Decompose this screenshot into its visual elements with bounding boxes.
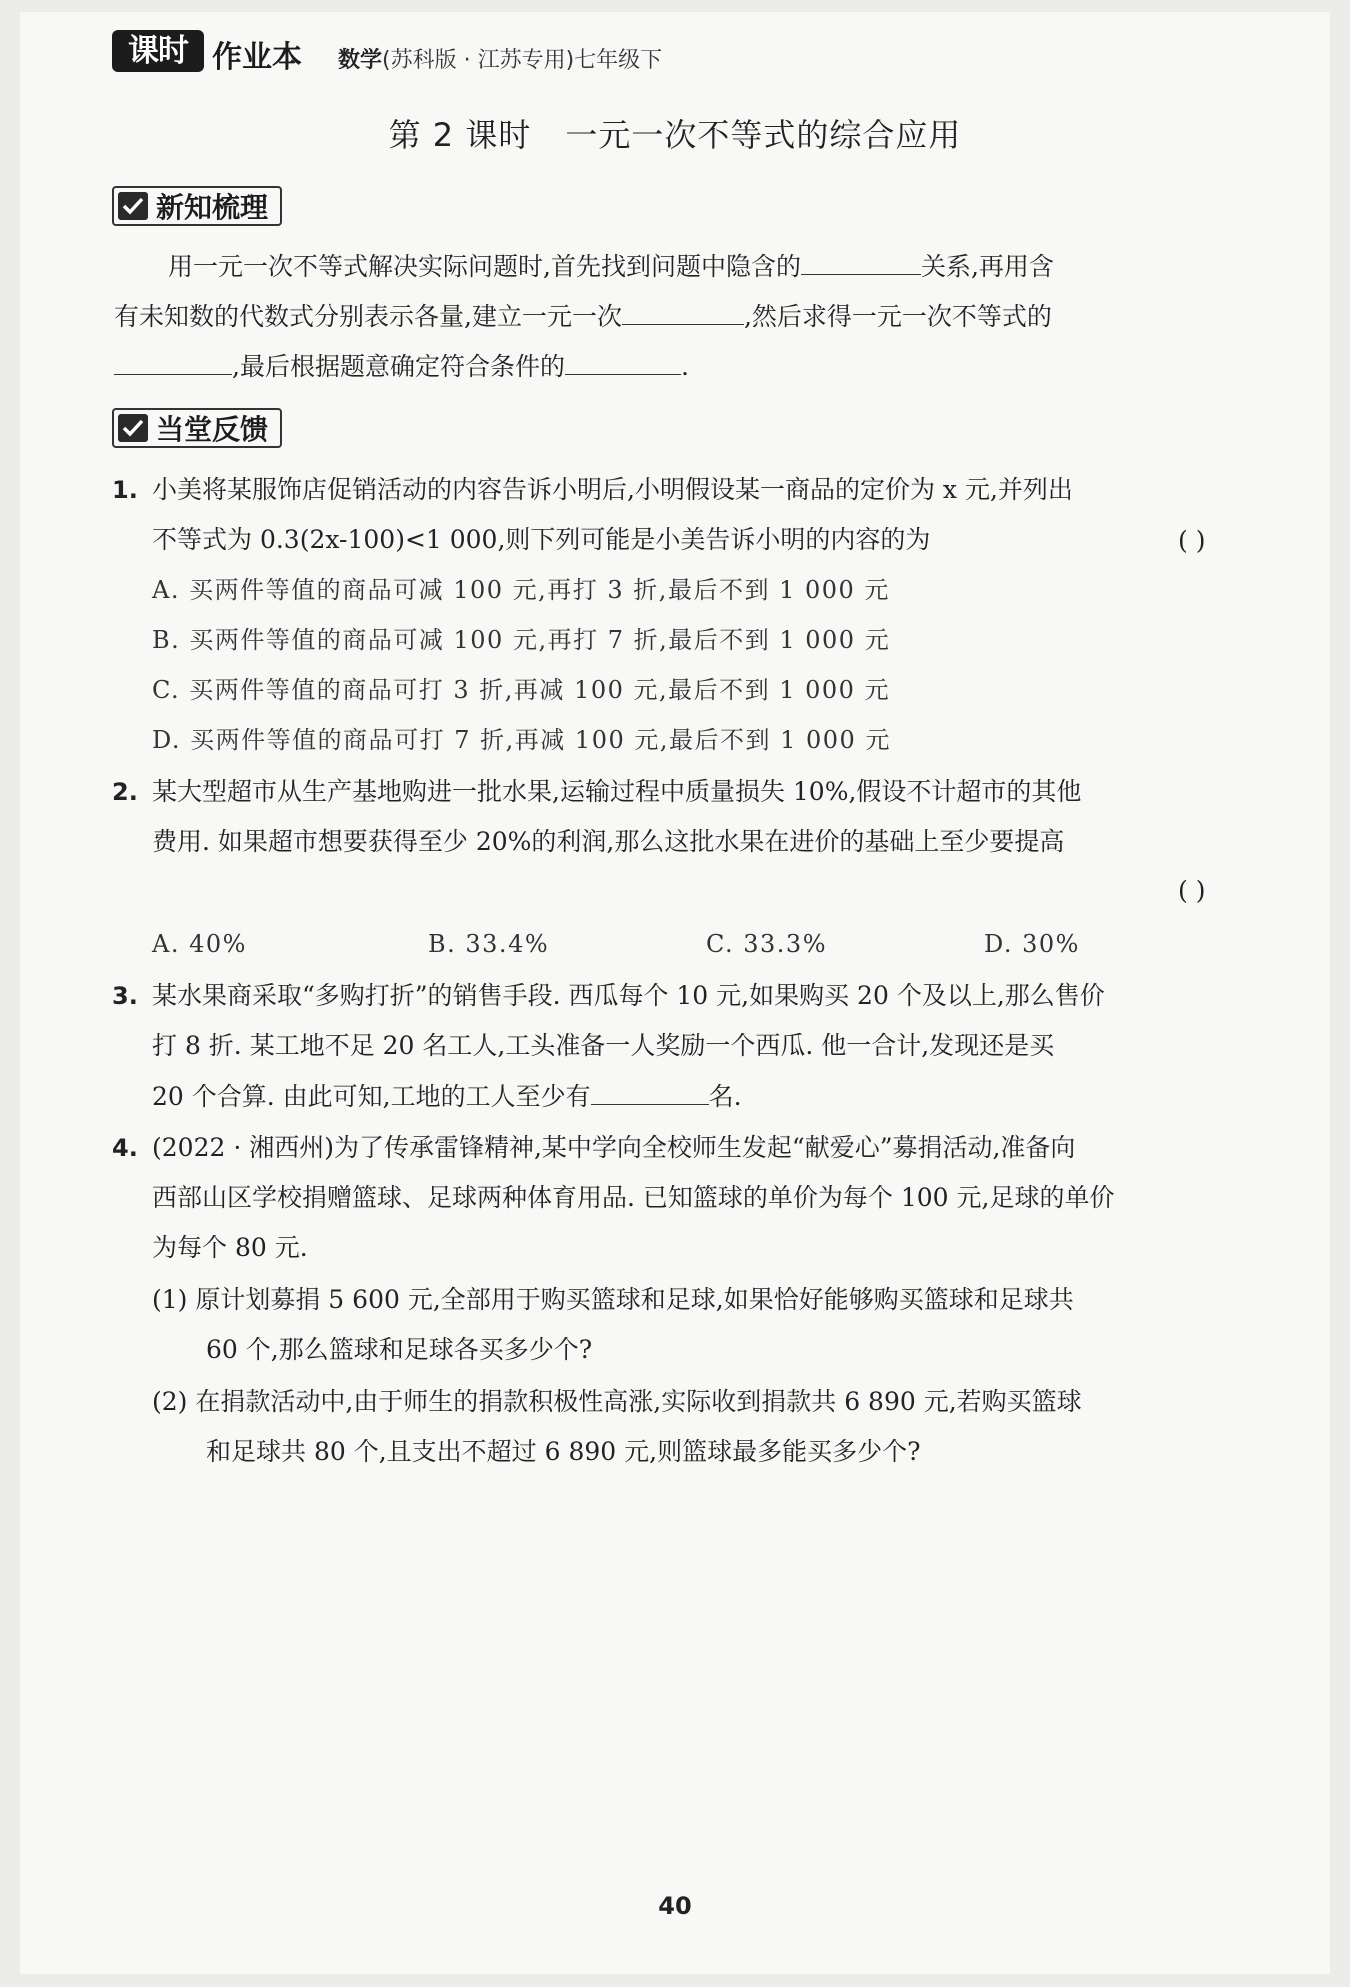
brand-logo: 课时	[112, 30, 204, 72]
question-number: 4.	[112, 1134, 138, 1162]
option-b[interactable]: B. 33.4%	[428, 930, 550, 958]
q2-line-1: 某大型超市从生产基地购进一批水果,运输过程中质量损失 10%,假设不计超市的其他	[152, 777, 1082, 806]
fill-blank[interactable]	[591, 1078, 709, 1105]
q3-line-3	[152, 1078, 742, 1115]
summary-line-1	[168, 248, 1054, 285]
q4-sub2-line-1: (2) 在捐款活动中,由于师生的捐款积极性高涨,实际收到捐款共 6 890 元,若购买篮球	[152, 1387, 1082, 1416]
answer-parentheses[interactable]: ( )	[1178, 876, 1206, 905]
text: ,然后求得一元一次不等式的	[743, 302, 1052, 331]
section-label-class-feedback	[112, 408, 282, 448]
q4-line-2: 西部山区学校捐赠篮球、足球两种体育用品. 已知篮球的单价为每个 100 元,足球的单价	[152, 1183, 1115, 1212]
brand-title: 作业本	[212, 40, 302, 75]
option-d[interactable]: D. 买两件等值的商品可打 7 折,再减 100 元,最后不到 1 000 元	[152, 726, 891, 754]
question-number: 2.	[112, 778, 138, 806]
q4-sub1-line-1: (1) 原计划募捐 5 600 元,全部用于购买篮球和足球,如果恰好能够购买篮球和足球共	[152, 1285, 1074, 1314]
q2-line-2: 费用. 如果超市想要获得至少 20%的利润,那么这批水果在进价的基础上至少要提高	[152, 827, 1065, 856]
q4-line-1: (2022 · 湘西州)为了传承雷锋精神,某中学向全校师生发起“献爱心”募捐活动,准备向	[152, 1133, 1076, 1162]
summary-line-3	[114, 348, 689, 385]
text: 20 个合算. 由此可知,工地的工人至少有	[152, 1082, 591, 1111]
lesson-number: 第 2 课时	[388, 116, 532, 154]
q4-sub2-line-2: 和足球共 80 个,且支出不超过 6 890 元,则篮球最多能买多少个?	[206, 1437, 921, 1466]
text: 名.	[708, 1082, 742, 1111]
checkmark-icon	[118, 414, 148, 442]
question-number: 3.	[112, 982, 138, 1010]
option-c[interactable]: C. 买两件等值的商品可打 3 折,再减 100 元,最后不到 1 000 元	[152, 676, 891, 704]
q1-line-1: 小美将某服饰店促销活动的内容告诉小明后,小明假设某一商品的定价为 x 元,并列出	[152, 475, 1073, 504]
option-a[interactable]: A. 40%	[152, 930, 247, 958]
q3-line-1: 某水果商采取“多购打折”的销售手段. 西瓜每个 10 元,如果购买 20 个及以上,那么售价	[152, 981, 1105, 1010]
text: .	[680, 352, 689, 381]
lesson-title	[0, 110, 1350, 156]
subject-name: 数学	[338, 48, 383, 73]
section-title: 新知梳理	[156, 191, 269, 224]
option-a[interactable]: A. 买两件等值的商品可减 100 元,再打 3 折,最后不到 1 000 元	[152, 576, 890, 604]
section-title: 当堂反馈	[156, 413, 269, 446]
section-label-new-knowledge	[112, 186, 282, 226]
fill-blank[interactable]	[801, 248, 921, 275]
q4-line-3: 为每个 80 元.	[152, 1233, 308, 1262]
fill-blank[interactable]	[565, 348, 681, 375]
q1-line-2: 不等式为 0.3(2x-100)<1 000,则下列可能是小美告诉小明的内容的为	[152, 525, 931, 554]
text: 有未知数的代数式分别表示各量,建立一元一次	[114, 302, 622, 331]
text: 用一元一次不等式解决实际问题时,首先找到问题中隐含的	[168, 252, 801, 281]
fill-blank[interactable]	[622, 298, 744, 325]
option-b[interactable]: B. 买两件等值的商品可减 100 元,再打 7 折,最后不到 1 000 元	[152, 626, 891, 654]
option-c[interactable]: C. 33.3%	[706, 930, 828, 958]
fill-blank[interactable]	[114, 348, 232, 375]
lesson-name: 一元一次不等式的综合应用	[565, 116, 962, 154]
text: 关系,再用含	[920, 252, 1054, 281]
option-d[interactable]: D. 30%	[984, 930, 1080, 958]
checkmark-icon	[118, 192, 148, 220]
subject-line	[338, 43, 662, 74]
q4-sub1-line-2: 60 个,那么篮球和足球各买多少个?	[206, 1335, 593, 1364]
summary-line-2	[114, 298, 1052, 335]
q3-line-2: 打 8 折. 某工地不足 20 名工人,工头准备一人奖励一个西瓜. 他一合计,发现还是买	[152, 1031, 1055, 1060]
text: ,最后根据题意确定符合条件的	[232, 352, 565, 381]
answer-parentheses[interactable]: ( )	[1178, 526, 1206, 555]
question-number: 1.	[112, 476, 138, 504]
subject-edition: (苏科版 · 江苏专用)七年级下	[382, 48, 663, 73]
page-number: 40	[658, 1892, 692, 1920]
